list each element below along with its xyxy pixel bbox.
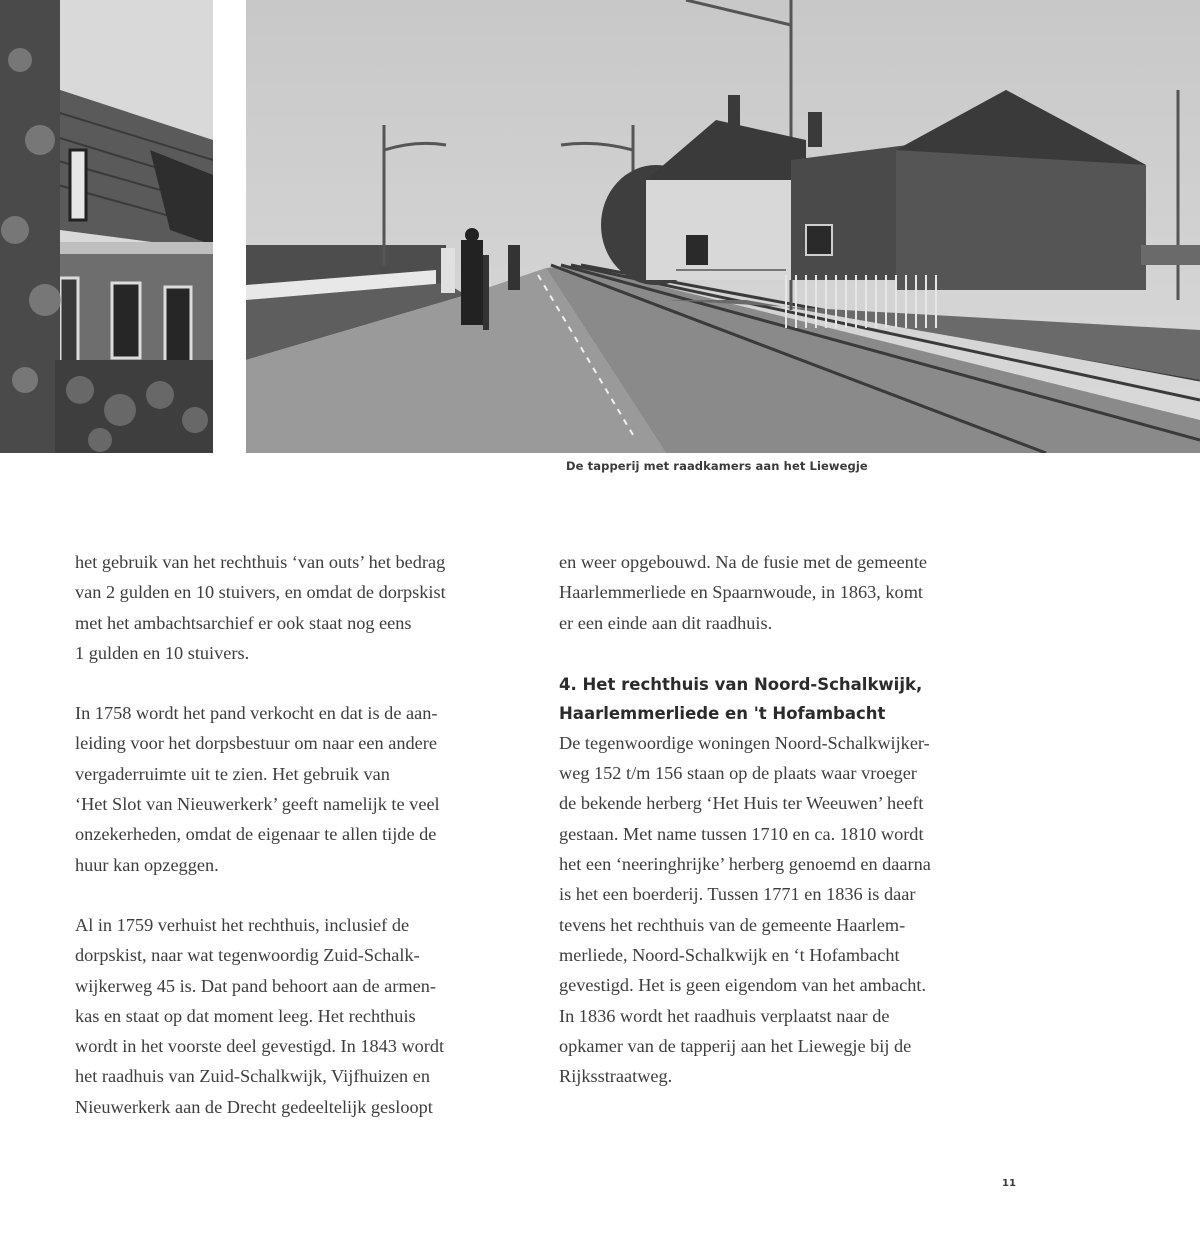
- photo-house-ivy: [0, 0, 213, 453]
- section-heading: 4. Het rechthuis van Noord-Schalkwijk, Haarlemmerliede en 't Hofambacht: [559, 674, 923, 723]
- paragraph: De tegenwoordige woningen Noord-Schalkwijker- weg 152 t/m 156 staan op de plaats waar vroeger de bekende herberg ‘Het Huis ter Weeuwen’ heeft gestaan. Met name tussen 1710 en ca. 1810 wordt het een ‘neeringhrijke’ herberg genoemd en daarna is het een boerderij. Tussen 1771 en 1836 is daar tevens het rechthuis van de gemeente Haarlem- merliede, Noord-Schalkwijk en ‘t Hofambacht gevestigd. Het is geen eigendom van het ambacht. In 1836 wordt het raadhuis verplaatst naar de opkamer van de tapperij aan het Liewegje bij de Rijksstraatweg.: [559, 732, 931, 1087]
- paragraph: In 1758 wordt het pand verkocht en dat is de aan- leiding voor het dorpsbestuur om naar een andere vergaderruimte uit te zien. Het gebruik van ‘Het Slot van Nieuwerkerk’ geeft namelijk te veel onzekerheden, omdat de eigenaar te allen tijde de huur kan opzeggen.: [75, 703, 440, 875]
- photo-caption: De tapperij met raadkamers aan het Liewegje: [566, 459, 868, 473]
- paragraph: Al in 1759 verhuist het rechthuis, inclusief de dorpskist, naar wat tegenwoordig Zuid-Schalk- wijkerweg 45 is. Dat pand behoort aan de armen- kas en staat op dat moment leeg. Het rechthuis wordt in het voorste deel gevestigd. In 1843 wordt het raadhuis van Zuid-Schalkwijk, Vijfhuizen en Nieuwerkerk aan de Drecht gedeeltelijk gesloopt: [75, 914, 445, 1117]
- paragraph: en weer opgebouwd. Na de fusie met de gemeente Haarlemmerliede en Spaarnwoude, in 1863, komt er een einde aan dit raadhuis.: [559, 552, 928, 633]
- text-column-right: [559, 547, 1029, 1121]
- page-number: 11: [1002, 1178, 1016, 1189]
- photo-house-ivy-image: [0, 0, 213, 453]
- photo-tapperij-street-image: [246, 0, 1200, 453]
- text-column-left: [75, 547, 545, 1152]
- photo-tapperij-street: [246, 0, 1200, 453]
- paragraph: het gebruik van het rechthuis ‘van outs’ het bedrag van 2 gulden en 10 stuivers, en omdat de dorpskist met het ambachtsarchief er ook staat nog eens 1 gulden en 10 stuivers.: [75, 552, 446, 663]
